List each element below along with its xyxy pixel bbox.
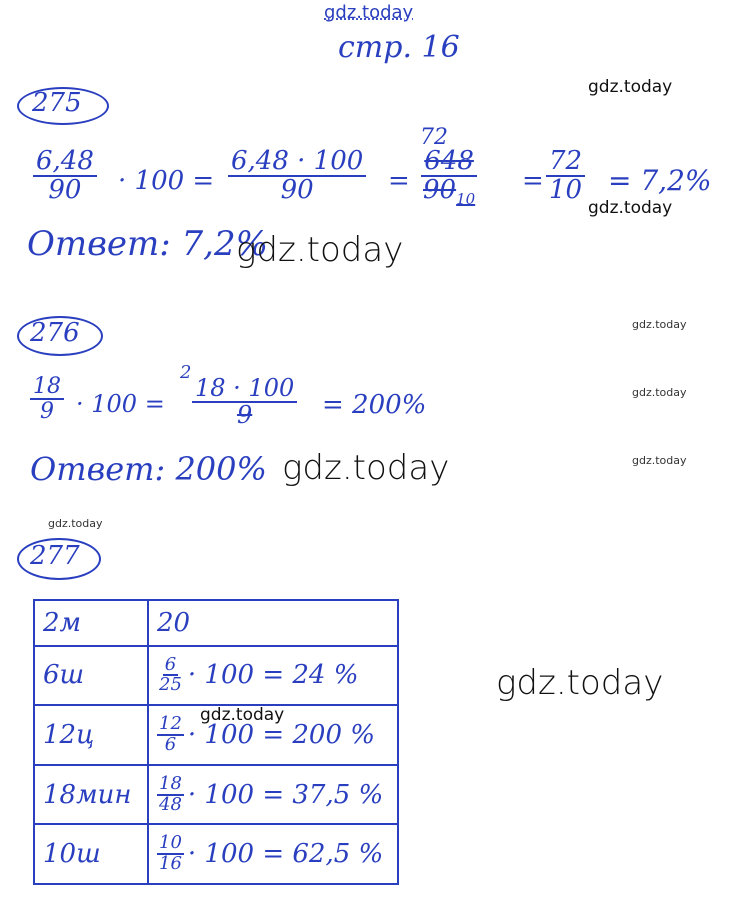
table-row xyxy=(34,600,398,646)
answer: Ответ: 200% xyxy=(30,450,267,488)
expression: · 100 = 200 % xyxy=(187,719,375,750)
expression: · 100 = 62,5 % xyxy=(187,839,384,870)
row-label: 12ц xyxy=(34,705,148,765)
row-value xyxy=(148,646,398,706)
reduction-note: 10 xyxy=(456,190,476,209)
fraction xyxy=(157,772,184,815)
row-label: 18мин xyxy=(34,765,148,825)
numerator: 18 · 100 xyxy=(192,376,297,403)
numerator: 12 xyxy=(159,713,182,735)
equals: = xyxy=(522,166,544,196)
problem-number: 276 xyxy=(30,318,80,348)
row-label: 6ш xyxy=(34,646,148,706)
numerator: 10 xyxy=(159,832,182,854)
watermark: gdz.today xyxy=(236,230,404,270)
denominator: 90 xyxy=(48,175,82,206)
result: = 200% xyxy=(322,390,427,420)
result: = 7,2% xyxy=(608,164,712,197)
reduction-note: 2 xyxy=(180,362,192,383)
numerator: 648 xyxy=(421,148,477,177)
watermark: gdz.today xyxy=(200,705,285,725)
fraction xyxy=(157,653,184,696)
numerator: 6 xyxy=(164,653,177,675)
denominator: 6 xyxy=(164,733,177,755)
denominator: 9 xyxy=(40,399,54,425)
operator: · 100 = xyxy=(118,166,215,196)
denominator: 16 xyxy=(159,853,182,875)
row-value: 20 xyxy=(148,600,398,646)
denominator: 25 xyxy=(159,674,182,696)
watermark: gdz.today xyxy=(282,448,450,488)
expression: · 100 = 37,5 % xyxy=(187,779,384,810)
watermark: gdz.today xyxy=(632,386,687,399)
fraction xyxy=(420,148,478,208)
denominator: 48 xyxy=(159,793,182,815)
numerator: 72 xyxy=(546,148,585,177)
percent-table xyxy=(33,599,399,885)
header-watermark: gdz.today xyxy=(324,2,414,23)
row-label: 2м xyxy=(34,600,148,646)
denominator xyxy=(420,177,478,208)
fraction xyxy=(33,148,97,205)
reduction-note: 72 xyxy=(420,125,448,150)
table-row xyxy=(34,765,398,825)
fraction xyxy=(157,834,184,874)
denominator: 9 xyxy=(236,401,253,430)
row-value xyxy=(148,824,398,884)
problem-number: 275 xyxy=(32,88,82,118)
fraction xyxy=(157,715,184,755)
fraction xyxy=(546,148,585,205)
equals: = xyxy=(388,166,410,196)
watermark: gdz.today xyxy=(632,454,687,467)
watermark: gdz.today xyxy=(632,318,687,331)
numerator: 18 xyxy=(30,375,64,400)
watermark: gdz.today xyxy=(48,517,103,530)
fraction xyxy=(30,375,64,423)
table-row xyxy=(34,824,398,884)
denominator: 10 xyxy=(549,175,583,206)
problem-number: 277 xyxy=(30,541,80,571)
denominator: 90 xyxy=(280,175,314,206)
row-label: 10ш xyxy=(34,824,148,884)
expression: · 100 = 24 % xyxy=(187,660,359,691)
row-value xyxy=(148,765,398,825)
fraction xyxy=(192,376,297,428)
page-number: стр. 16 xyxy=(338,30,460,65)
numerator: 18 xyxy=(159,772,182,794)
table-row xyxy=(34,646,398,706)
answer: Ответ: 7,2% xyxy=(27,224,268,264)
watermark: gdz.today xyxy=(496,663,664,703)
operator: · 100 = xyxy=(76,390,165,418)
denominator-text: 90 xyxy=(423,175,457,206)
numerator: 6,48 xyxy=(33,148,97,177)
fraction xyxy=(228,148,366,205)
numerator: 6,48 · 100 xyxy=(228,148,366,177)
watermark: gdz.today xyxy=(588,77,673,97)
watermark: gdz.today xyxy=(588,198,673,218)
